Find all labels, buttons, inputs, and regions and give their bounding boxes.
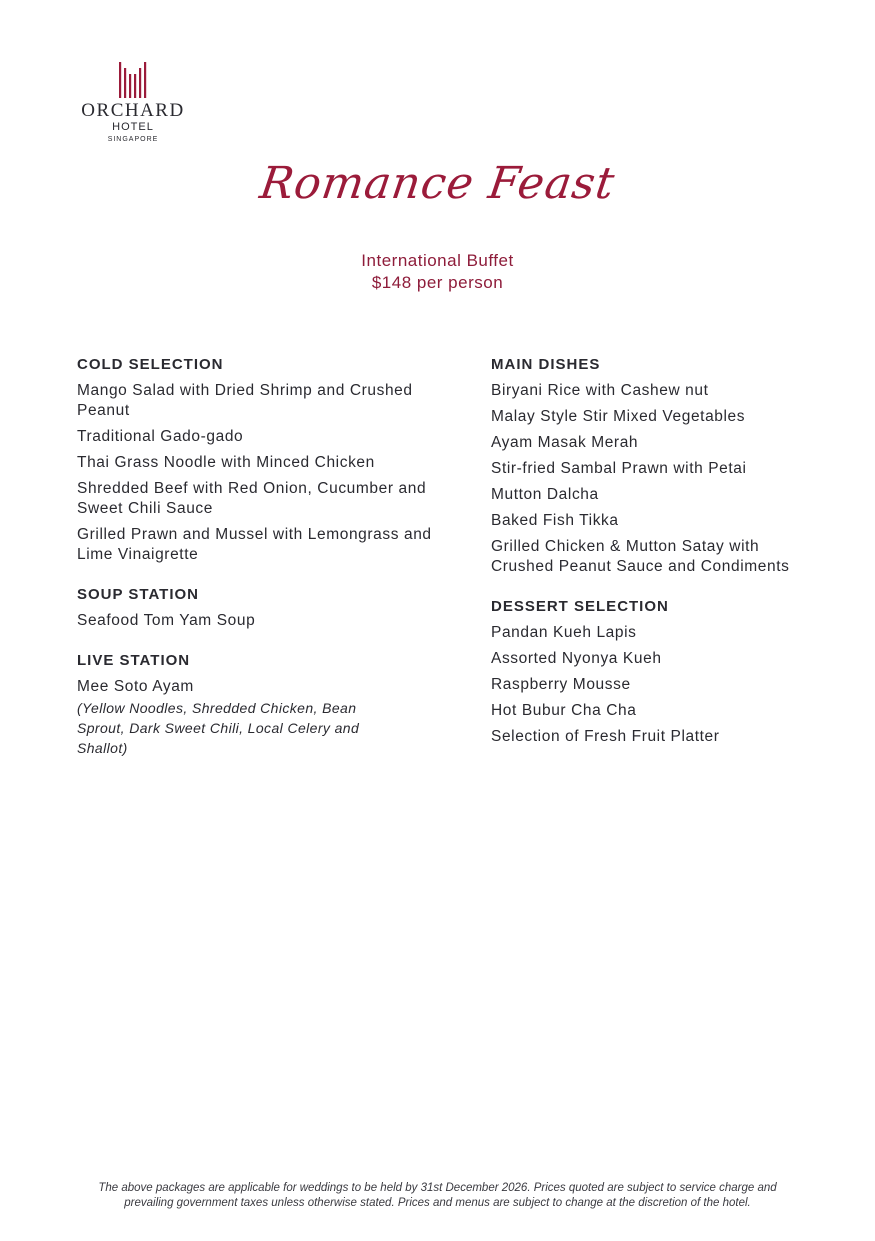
left-column — [77, 355, 437, 778]
menu-item: Stir-fried Sambal Prawn with Petai — [491, 460, 747, 477]
section-live-station — [77, 651, 437, 758]
section-dessert-selection — [491, 597, 821, 747]
brand-name: ORCHARD — [81, 100, 185, 121]
right-column — [491, 355, 821, 767]
hotel-logo — [72, 62, 194, 145]
menu-item: Mee Soto Ayam — [77, 678, 194, 695]
menu-item: Grilled Prawn and Mussel with Lemongrass and Lime Vinaigrette — [77, 526, 432, 563]
menu-item-note: (Yellow Noodles, Shredded Chicken, Bean Sprout, Dark Sweet Chili, Local Celery and Shallot) — [77, 700, 360, 756]
section-cold-selection — [77, 355, 437, 565]
menu-price: $148 per person — [371, 273, 504, 292]
menu-item: Traditional Gado-gado — [77, 428, 244, 445]
section-main-dishes — [491, 355, 821, 577]
hotel-logo-mark-icon — [118, 62, 148, 98]
menu-title: Romance Feast — [256, 158, 619, 209]
menu-item: Ayam Masak Merah — [491, 434, 639, 451]
brand-sub: HOTEL — [112, 121, 154, 133]
footer-disclaimer — [60, 1181, 815, 1211]
menu-item: Assorted Nyonya Kueh — [491, 650, 662, 667]
menu-type: International Buffet — [361, 251, 514, 270]
section-title: DESSERT SELECTION — [491, 598, 669, 615]
section-soup-station — [77, 585, 437, 631]
menu-item: Selection of Fresh Fruit Platter — [491, 728, 720, 745]
menu-item: Biryani Rice with Cashew nut — [491, 382, 709, 399]
menu-item: Malay Style Stir Mixed Vegetables — [491, 408, 746, 425]
footer-line: prevailing government taxes unless otherwise stated. Prices and menus are subject to change at the discretion of the hotel. — [124, 1197, 751, 1209]
section-title: MAIN DISHES — [491, 356, 601, 373]
menu-item: Pandan Kueh Lapis — [491, 624, 637, 641]
menu-item: Thai Grass Noodle with Minced Chicken — [77, 454, 375, 471]
menu-item: Hot Bubur Cha Cha — [491, 702, 637, 719]
section-title: SOUP STATION — [77, 586, 200, 603]
menu-item: Baked Fish Tikka — [491, 512, 619, 529]
menu-subtitle — [0, 250, 875, 294]
section-title: COLD SELECTION — [77, 356, 224, 373]
section-title: LIVE STATION — [77, 652, 191, 669]
menu-item: Mango Salad with Dried Shrimp and Crushed Peanut — [77, 382, 413, 419]
menu-item: Raspberry Mousse — [491, 676, 631, 693]
menu-item: Seafood Tom Yam Soup — [77, 612, 256, 629]
menu-item: Grilled Chicken & Mutton Satay with Crushed Peanut Sauce and Condiments — [491, 538, 790, 575]
footer-line: The above packages are applicable for weddings to be held by 31st December 2026. Prices quoted are subject to service charge and — [98, 1182, 777, 1194]
menu-item: Mutton Dalcha — [491, 486, 599, 503]
brand-location: SINGAPORE — [107, 136, 159, 143]
menu-item: Shredded Beef with Red Onion, Cucumber and Sweet Chili Sauce — [77, 480, 427, 517]
